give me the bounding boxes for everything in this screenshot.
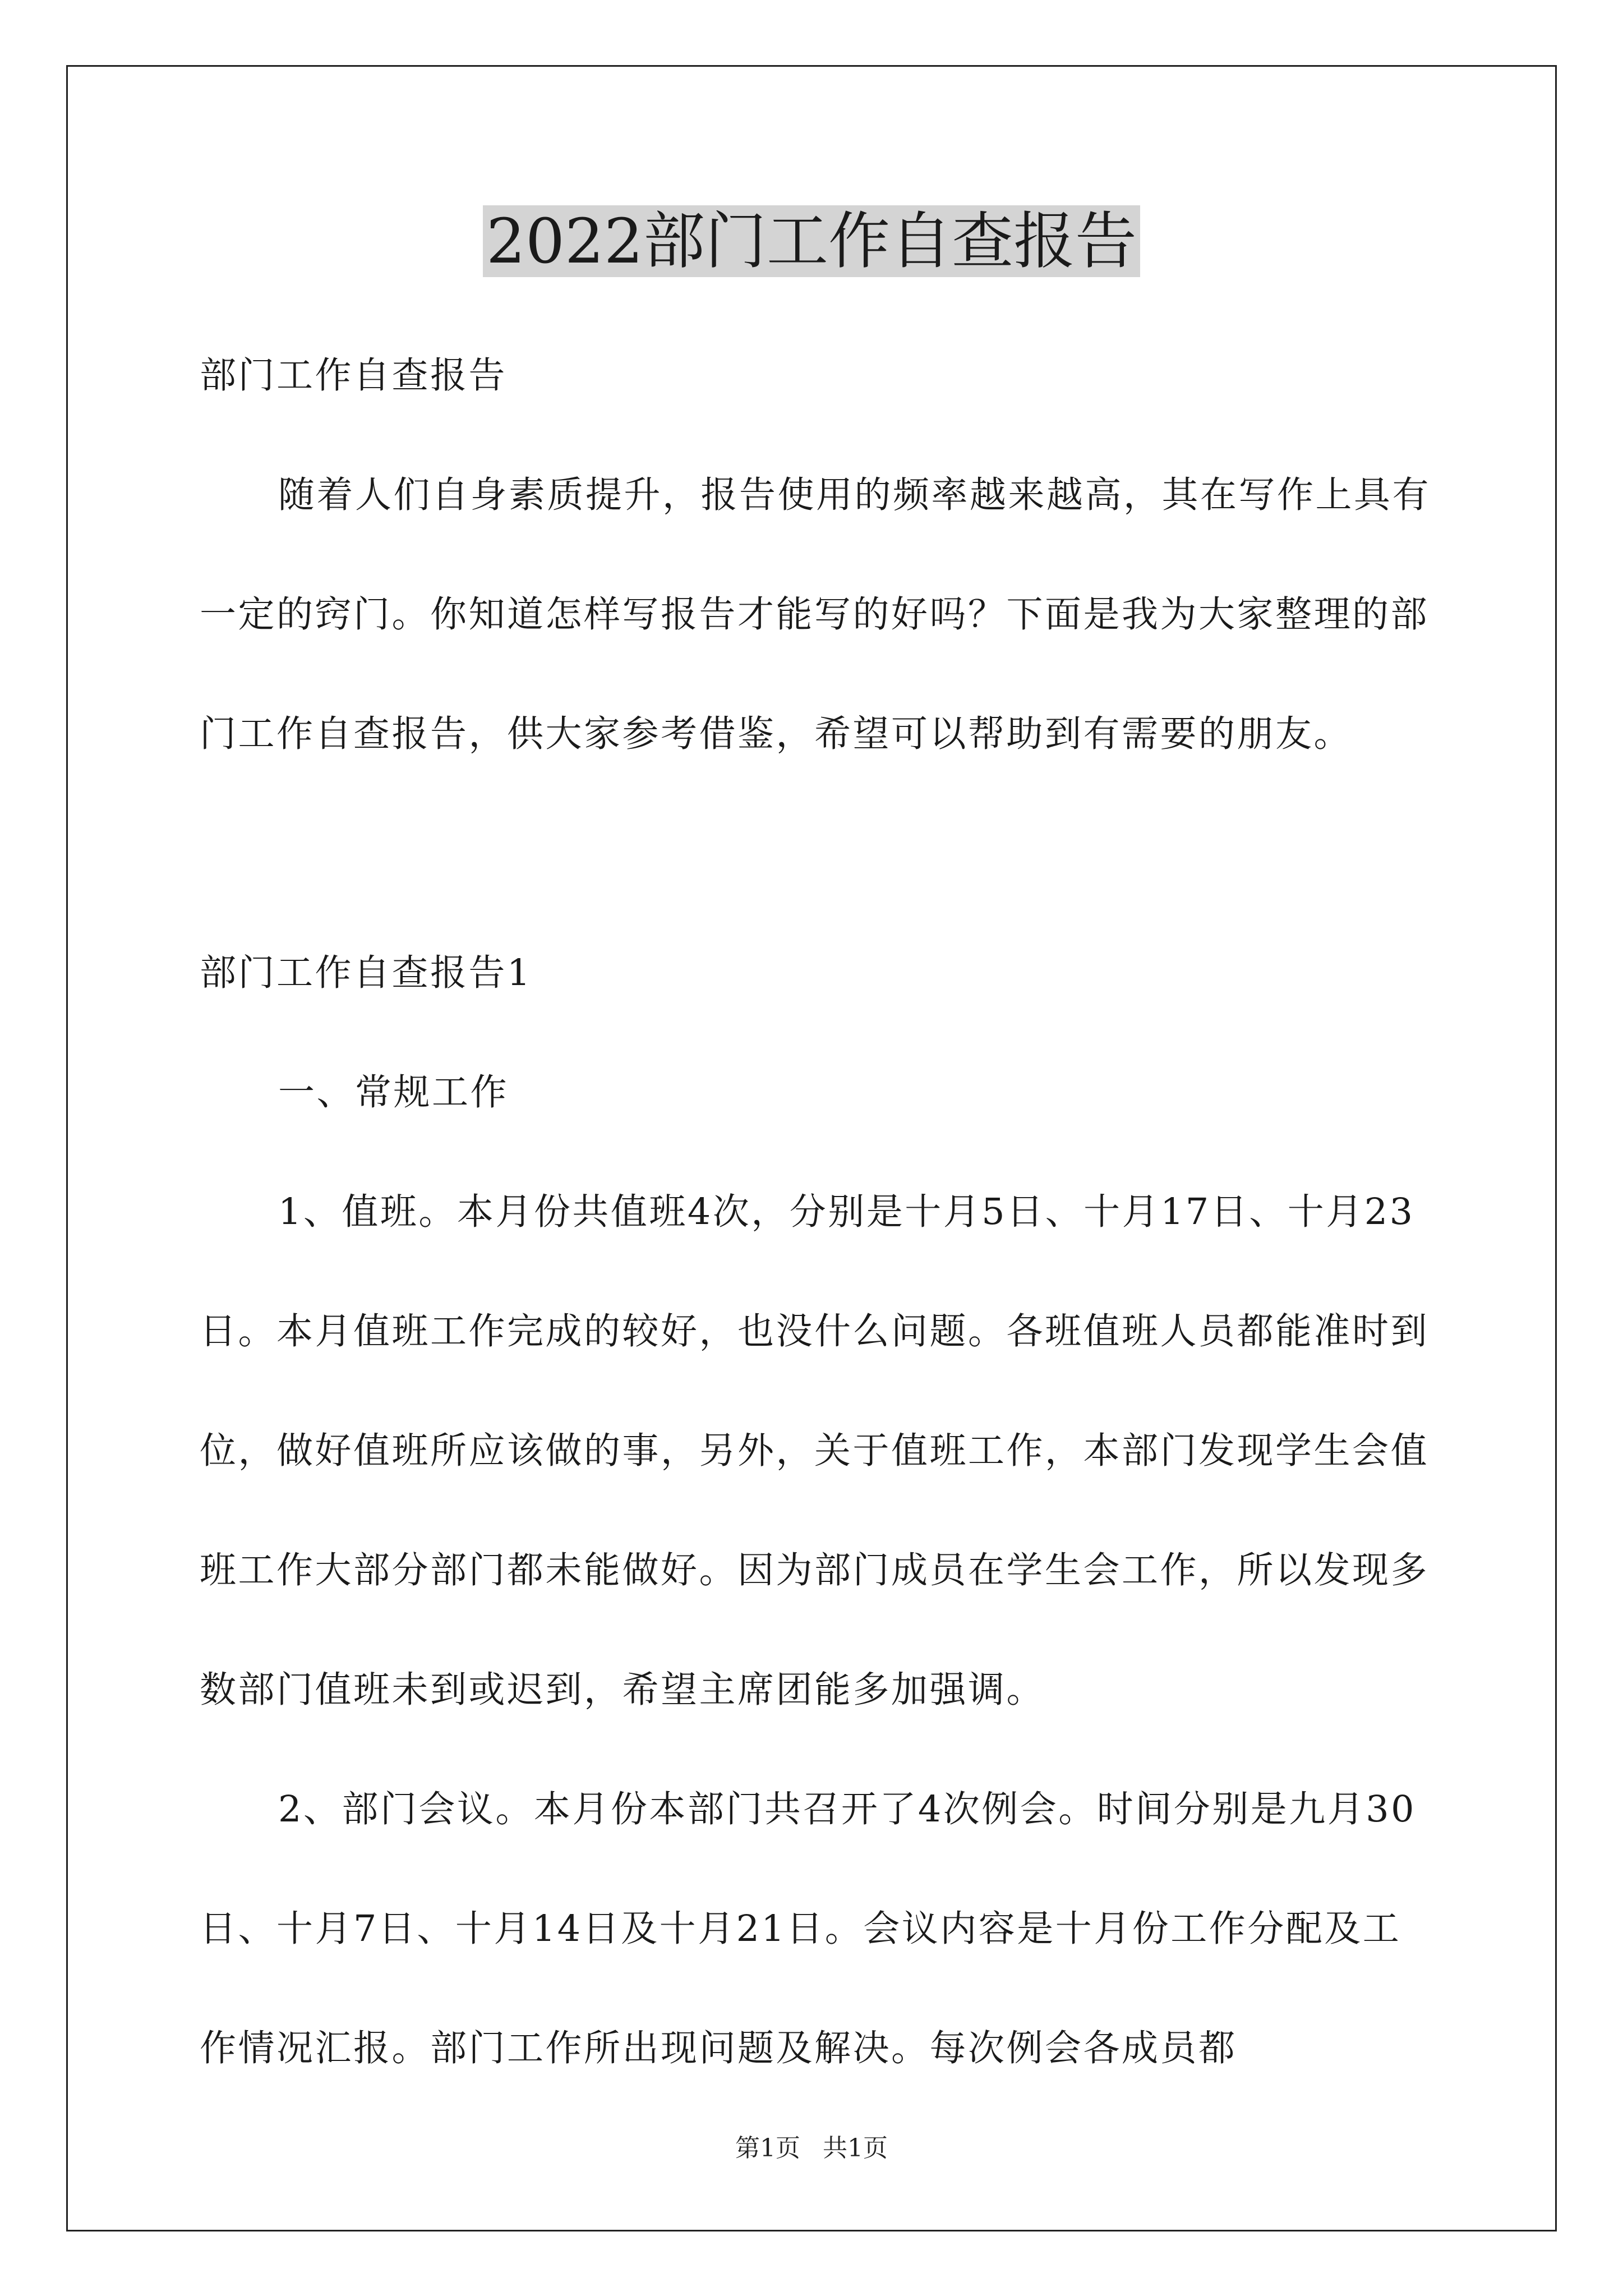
body-paragraph-meeting: 2、部门会议。本月份本部门共召开了4次例会。时间分别是九月30日、十月7日、十月14日及十月21日。会议内容是十月份工作分配及工作情况汇报。部门工作所出现问题及解决。每次例会各成员都: [200, 1788, 1416, 2069]
intro-paragraph: 随着人们自身素质提升，报告使用的频率越来越高，其在写作上具有一定的窍门。你知道怎样写报告才能写的好吗？下面是我为大家整理的部门工作自查报告，供大家参考借鉴，希望可以帮助到有需要的朋友。: [200, 474, 1431, 755]
document-title: [0, 199, 1623, 283]
section-heading: 部门工作自查报告1: [200, 952, 532, 994]
document-title-text: 2022部门工作自查报告: [483, 205, 1140, 277]
page-number: 第1页: [735, 2134, 800, 2162]
page-footer: [0, 2132, 1623, 2165]
paragraph-gap: [200, 794, 1431, 913]
body-paragraph-duty: 1、值班。本月份共值班4次，分别是十月5日、十月17日、十月23日。本月值班工作完成的较好，也没什么问题。各班值班人员都能准时到位，做好值班所应该做的事，另外，关于值班工作，本部门发现学生会值班工作大部分部门都未能做好。因为部门成员在学生会工作，所以发现多数部门值班未到或迟到，希望主席团能多加强调。: [200, 1191, 1430, 1711]
document-body: [200, 316, 1431, 2108]
subsection-heading: 一、常规工作: [278, 1071, 509, 1114]
page-total: 共1页: [823, 2134, 888, 2162]
subtitle-paragraph: 部门工作自查报告: [200, 355, 508, 397]
